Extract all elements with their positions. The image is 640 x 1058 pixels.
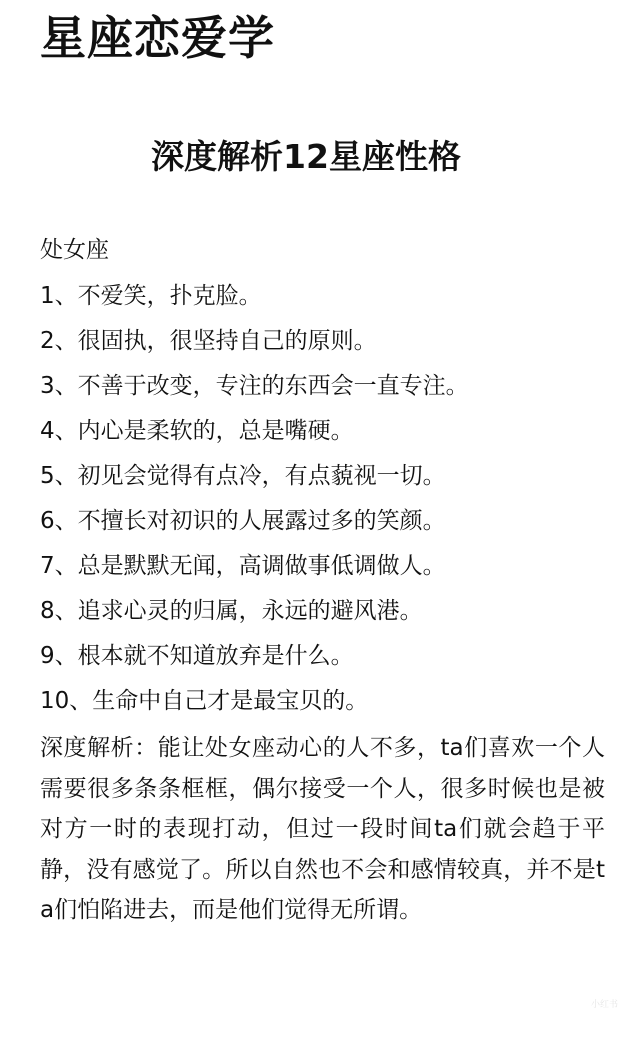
section-heading: 处女座 (40, 237, 109, 263)
trait-item-7: 7、总是默默无闻，高调做事低调做人。 (40, 553, 446, 579)
trait-item-3: 3、不善于改变，专注的东西会一直专注。 (40, 373, 469, 399)
trait-item-1: 1、不爱笑，扑克脸。 (40, 283, 262, 309)
trait-item-8: 8、追求心灵的归属，永远的避风港。 (40, 598, 423, 624)
app-title: 星座恋爱学 (40, 11, 275, 65)
analysis-paragraph: 深度解析：能让处女座动心的人不多，ta们喜欢一个人需要很多条条框框，偶尔接受一个人，很多时候也是被对方一时的表现打动，但过一段时间ta们就会趋于平静，没有感觉了。所以自然也不会和感情较真，并不是ta们怕陷进去，而是他们觉得无所谓。 (40, 735, 605, 923)
trait-item-6: 6、不擅长对初识的人展露过多的笑颜。 (40, 508, 446, 534)
trait-item-5: 5、初见会觉得有点冷，有点藐视一切。 (40, 463, 446, 489)
trait-item-2: 2、很固执，很坚持自己的原则。 (40, 328, 377, 354)
trait-item-10: 10、生命中自己才是最宝贝的。 (40, 688, 369, 714)
trait-item-9: 9、根本就不知道放弃是什么。 (40, 643, 354, 669)
watermark: 小红书 (590, 1000, 618, 1010)
trait-item-4: 4、内心是柔软的，总是嘴硬。 (40, 418, 354, 444)
trait-list (40, 278, 605, 720)
article-body (40, 232, 605, 931)
article-title: 深度解析12星座性格 (151, 137, 461, 176)
